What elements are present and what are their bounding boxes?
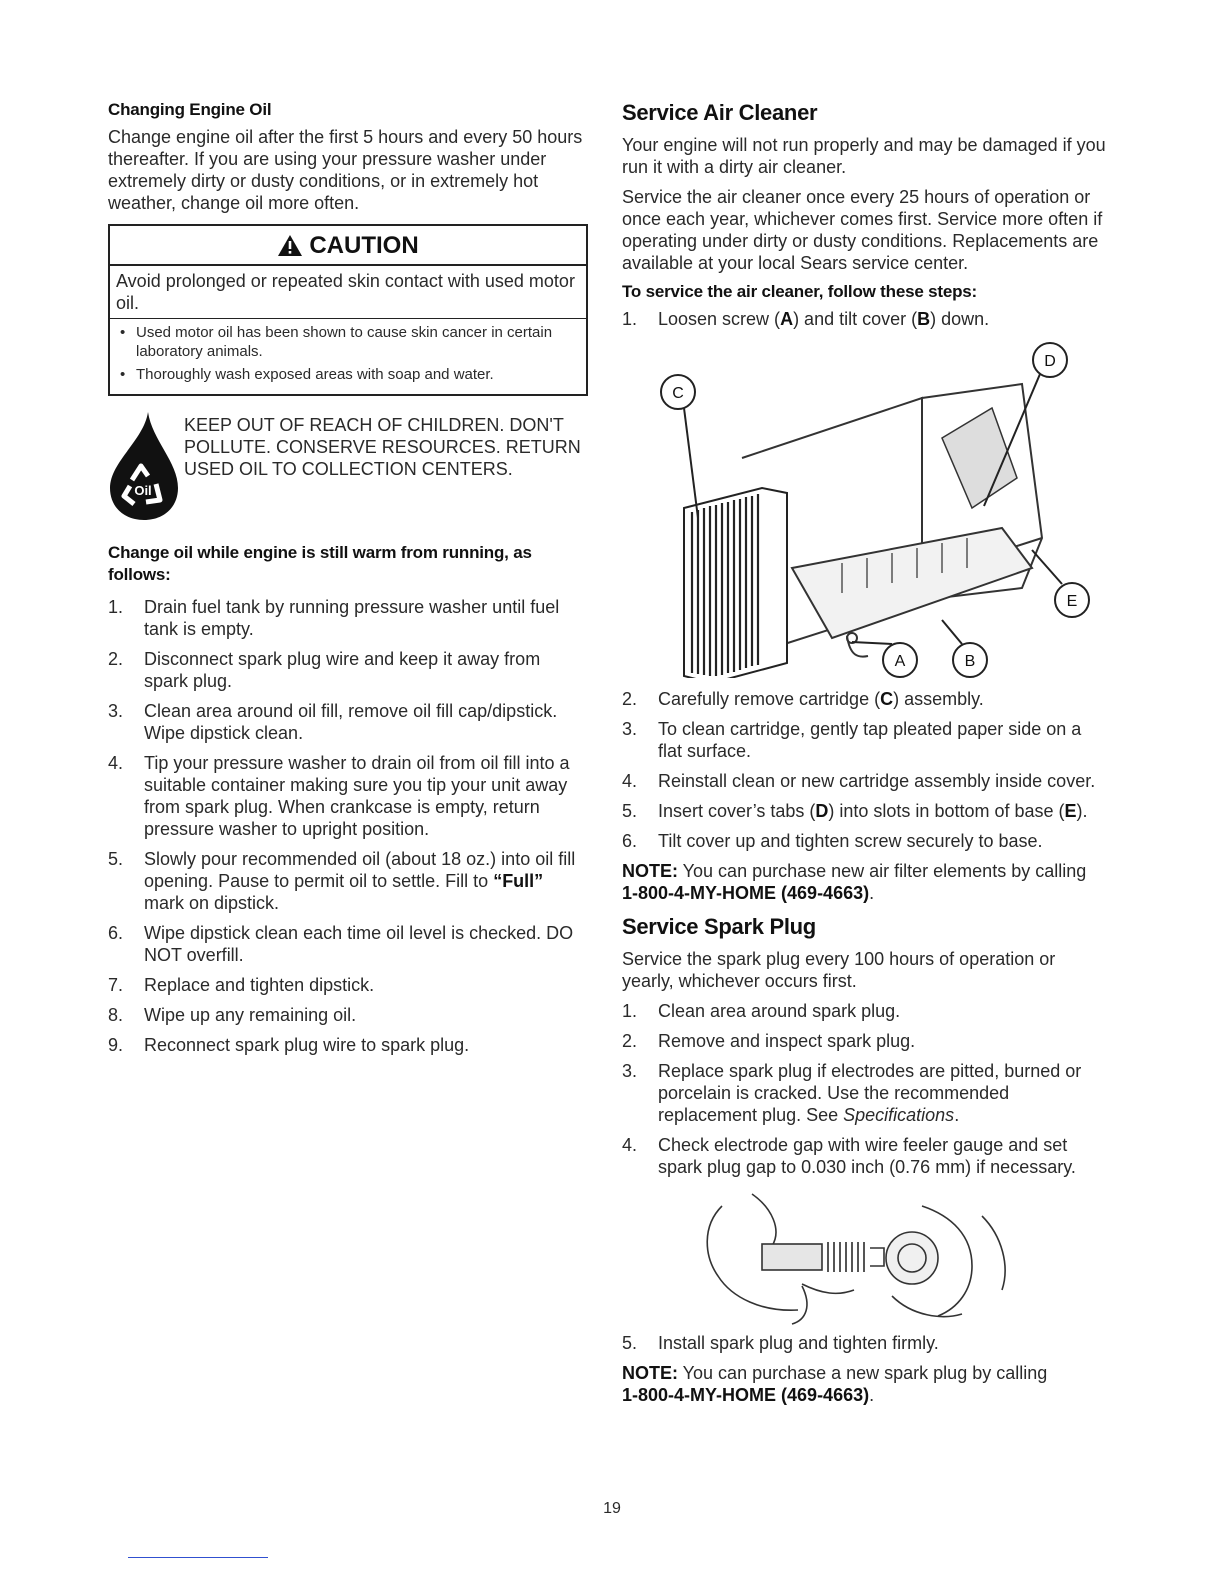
list-item: 6. Tilt cover up and tighten screw securely to base.	[622, 831, 1043, 851]
callout-b-label: B	[964, 653, 976, 670]
caution-title: CAUTION	[309, 232, 419, 259]
caution-bullet: • Thoroughly wash exposed areas with soap and water.	[116, 365, 580, 384]
caution-header	[110, 226, 586, 266]
list-item: 1. Drain fuel tank by running pressure washer until fuel tank is empty.	[108, 597, 560, 639]
page-number: 19	[603, 1500, 621, 1517]
left-column	[108, 100, 588, 1064]
list-item: 8. Wipe up any remaining oil.	[108, 1005, 357, 1025]
caution-box	[108, 224, 588, 396]
callout-c-label: C	[672, 385, 684, 402]
list-item: 3. To clean cartridge, gently tap pleated paper side on a flat surface.	[622, 719, 1082, 761]
air-cleaner-diagram	[622, 338, 1110, 678]
spark-plug-note: NOTE: You can purchase a new spark plug by calling 1-800-4-MY-HOME (469-4663).	[622, 1363, 1048, 1405]
air-cleaner-steps-heading: To service the air cleaner, follow these steps:	[622, 282, 977, 301]
oil-change-intro: Change engine oil after the first 5 hours and every 50 hours thereafter. If you are using your pressure washer under extremely dirty or dusty conditions, or in extremely hot weather, change oil more often.	[108, 127, 583, 213]
list-item: 1. Loosen screw (A) and tilt cover (B) down.	[622, 309, 990, 329]
oil-steps-heading: Change oil while engine is still warm from running, as follows:	[108, 543, 532, 584]
list-item: 5. Install spark plug and tighten firmly.	[622, 1333, 939, 1353]
list-item: 2. Disconnect spark plug wire and keep it away from spark plug.	[108, 649, 541, 691]
air-cleaner-p2: Service the air cleaner once every 25 hours of operation or once each year, whichever comes first. Service more often if operating under dirty or dusty conditions. Replacements are available at your local Sears service center.	[622, 187, 1103, 273]
air-cleaner-steps-a	[622, 308, 1110, 330]
recycle-text: KEEP OUT OF REACH OF CHILDREN. DON'T POLLUTE. CONSERVE RESOURCES. RETURN USED OIL TO COLLECTION CENTERS.	[184, 415, 581, 479]
spark-plug-steps-b	[622, 1332, 1110, 1354]
list-item: 1. Clean area around spark plug.	[622, 1001, 901, 1021]
air-filter-note: NOTE: You can purchase new air filter elements by calling 1-800-4-MY-HOME (469-4663).	[622, 861, 1087, 903]
list-item: 4. Check electrode gap with wire feeler gauge and set spark plug gap to 0.030 inch (0.76 mm) if necessary.	[622, 1135, 1076, 1177]
callout-a-label: A	[894, 653, 906, 670]
air-cleaner-steps-b	[622, 688, 1110, 852]
changing-engine-oil-heading: Changing Engine Oil	[108, 100, 272, 119]
list-item: 9. Reconnect spark plug wire to spark plug.	[108, 1035, 470, 1055]
list-item: 3. Clean area around oil fill, remove oil fill cap/dipstick. Wipe dipstick clean.	[108, 701, 558, 743]
callout-e-label: E	[1066, 593, 1078, 610]
list-item: 5. Insert cover’s tabs (D) into slots in bottom of base (E).	[622, 801, 1088, 821]
spark-plug-steps-a	[622, 1000, 1110, 1178]
list-item: 3. Replace spark plug if electrodes are pitted, burned or porcelain is cracked. Use the recommended replacement plug. See Specifications.	[622, 1061, 1082, 1125]
caution-main-text: Avoid prolonged or repeated skin contact with used motor oil.	[110, 266, 586, 319]
oil-recycle-notice	[108, 408, 588, 526]
list-item: 4. Reinstall clean or new cartridge assembly inside cover.	[622, 771, 1096, 791]
list-item: 5. Slowly pour recommended oil (about 18 oz.) into oil fill opening. Pause to permit oil to settle. Fill to “Full” mark on dipstick.	[108, 849, 576, 913]
list-item: 6. Wipe dipstick clean each time oil level is checked. DO NOT overfill.	[108, 923, 574, 965]
list-item: 2. Remove and inspect spark plug.	[622, 1031, 916, 1051]
spark-plug-gap-diagram	[622, 1186, 1110, 1326]
service-spark-plug-heading: Service Spark Plug	[622, 914, 816, 939]
right-column	[622, 100, 1110, 1416]
spark-plug-intro: Service the spark plug every 100 hours of operation or yearly, whichever occurs first.	[622, 949, 1056, 991]
list-item: 2. Carefully remove cartridge (C) assembly.	[622, 689, 984, 709]
caution-bullet-list	[110, 319, 586, 394]
list-item: 7. Replace and tighten dipstick.	[108, 975, 375, 995]
caution-bullet: • Used motor oil has been shown to cause skin cancer in certain laboratory animals.	[116, 323, 580, 361]
oil-logo-text: Oil	[134, 483, 152, 498]
footer-rule	[128, 1557, 268, 1558]
oil-recycle-drop-icon	[108, 410, 180, 522]
callout-d-label: D	[1044, 353, 1056, 370]
list-item: 4. Tip your pressure washer to drain oil from oil fill into a suitable container making sure you tip your unit away from spark plug. When crankcase is empty, return pressure washer to upright position.	[108, 753, 570, 839]
service-air-cleaner-heading: Service Air Cleaner	[622, 100, 818, 125]
oil-steps-list	[108, 596, 588, 1056]
air-cleaner-p1: Your engine will not run properly and may be damaged if you run it with a dirty air cleaner.	[622, 135, 1106, 177]
warning-triangle-icon	[277, 234, 303, 257]
